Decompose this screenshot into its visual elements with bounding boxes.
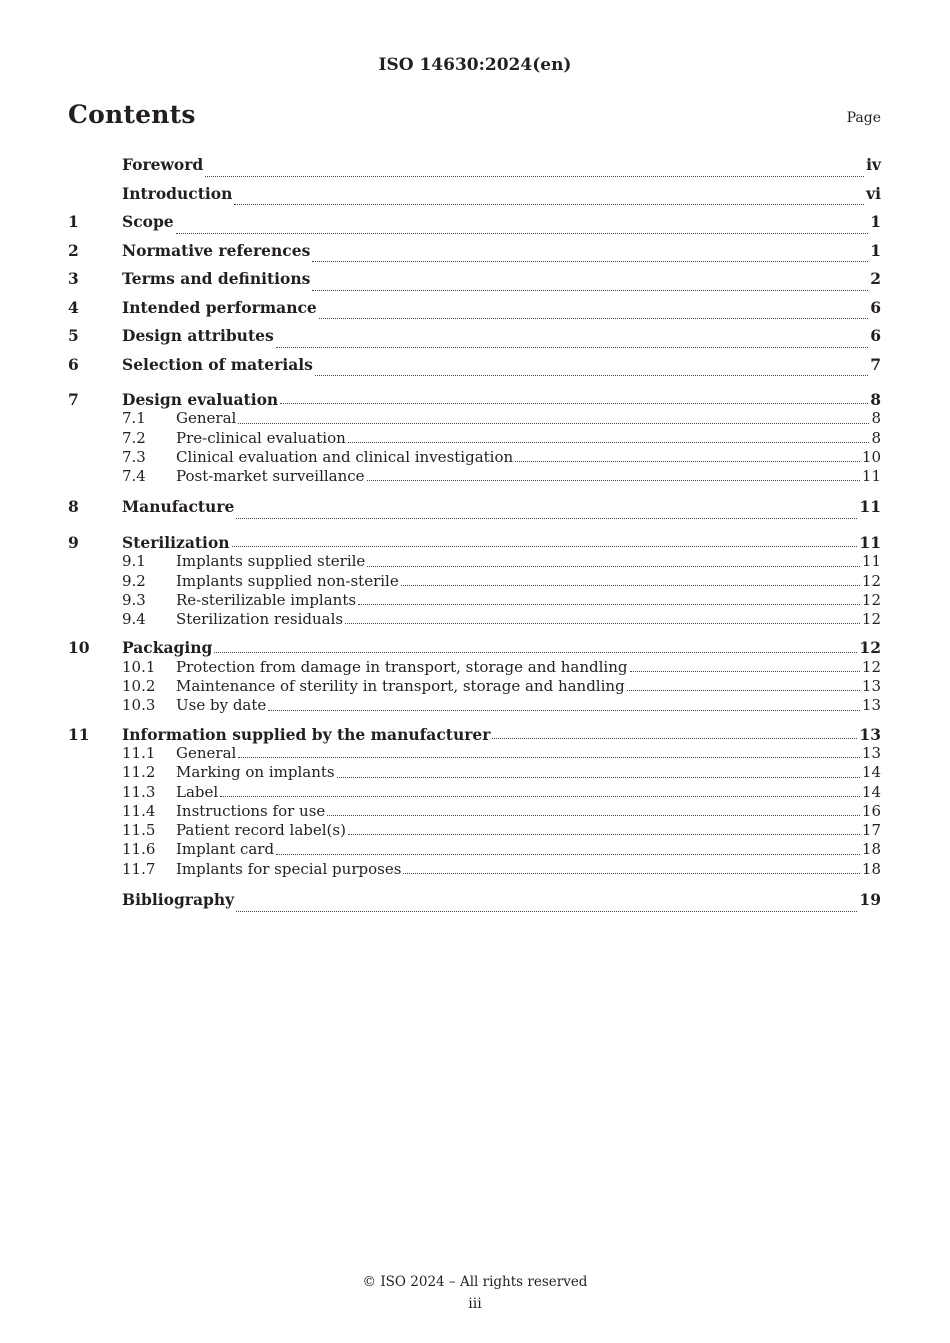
toc-entry-number: 10 — [68, 638, 90, 658]
toc-subentry-title[interactable]: Implants supplied sterile — [176, 552, 366, 571]
toc-subentry-page: 8 — [871, 428, 881, 447]
toc-entry-page: 1 — [870, 240, 881, 260]
toc-subentry-page: 13 — [861, 677, 881, 696]
toc-entry-page: 2 — [870, 269, 881, 288]
toc-subentry-number: 11.6 — [122, 840, 156, 859]
toc-entry-title[interactable]: Bibliography — [122, 890, 235, 910]
dot-leader — [276, 853, 860, 855]
toc-entry-number: 1 — [68, 212, 79, 231]
dot-leader — [236, 517, 857, 519]
toc-subentry-number: 11.3 — [122, 782, 156, 801]
dot-leader — [236, 910, 857, 912]
toc-subentry-number: 7.2 — [122, 428, 146, 447]
toc-entry-number: 9 — [68, 532, 79, 552]
toc-entry-page: 13 — [859, 724, 881, 744]
toc-subentry[interactable] — [68, 448, 881, 467]
toc-entry-number: 11 — [68, 724, 90, 744]
toc-entry-title[interactable]: Intended performance — [122, 297, 317, 317]
toc-subentry-page: 11 — [861, 467, 881, 486]
toc-subentry-number: 9.1 — [122, 552, 146, 571]
dot-leader — [515, 460, 860, 462]
toc-entry-number: 2 — [68, 240, 79, 260]
toc-subentry-page: 13 — [861, 696, 881, 715]
toc-subentry-title[interactable]: Use by date — [176, 696, 267, 715]
dot-leader — [238, 422, 869, 424]
toc-subentry-page: 18 — [861, 859, 881, 878]
toc-entry-number: 4 — [68, 297, 79, 317]
toc-entry-page: 12 — [859, 638, 881, 658]
toc-subentry-title[interactable]: Implants supplied non-sterile — [176, 571, 399, 590]
toc-subentry-title[interactable]: Instructions for use — [176, 801, 326, 820]
dot-leader — [234, 203, 864, 205]
toc-entry[interactable] — [68, 888, 881, 917]
dot-leader — [232, 545, 858, 547]
toc-entry-title[interactable]: Foreword — [122, 155, 204, 174]
toc-subentry-page: 18 — [861, 840, 881, 859]
toc-subentry-title[interactable]: Post-market surveillance — [176, 467, 365, 486]
toc-entry-page: 19 — [859, 890, 881, 910]
toc-subentry-title[interactable]: General — [176, 409, 237, 428]
toc-subentry-page: 13 — [861, 743, 881, 762]
toc-subentry-title[interactable]: General — [176, 743, 237, 762]
toc-entry[interactable] — [68, 239, 881, 268]
toc-entry-page: 1 — [870, 212, 881, 231]
dot-leader — [348, 833, 860, 835]
toc-entry-title[interactable]: Design attributes — [122, 326, 274, 345]
toc-entry-title[interactable]: Manufacture — [122, 497, 235, 517]
toc-subentry-number: 9.3 — [122, 590, 146, 609]
toc-entry-page: 11 — [859, 497, 881, 517]
dot-leader — [176, 232, 869, 234]
toc-subentry-page: 12 — [861, 571, 881, 590]
dot-leader — [312, 289, 868, 291]
dot-leader — [238, 756, 860, 758]
toc-entry-number: 8 — [68, 497, 79, 517]
toc-subentry-title[interactable]: Clinical evaluation and clinical investigation — [176, 447, 514, 466]
dot-leader — [337, 776, 860, 778]
toc-subentry-number: 7.1 — [122, 409, 146, 428]
dot-leader — [492, 737, 857, 739]
toc-entry[interactable] — [68, 495, 881, 524]
toc-subentry-title[interactable]: Implant card — [176, 840, 275, 859]
toc-subentry[interactable] — [68, 696, 881, 715]
toc-entry[interactable] — [68, 153, 881, 182]
toc-subentry-page: 8 — [871, 409, 881, 428]
toc-entry-number: 5 — [68, 326, 79, 345]
dot-leader — [403, 872, 860, 874]
toc-entry-page: iv — [866, 155, 881, 174]
toc-subentry-number: 10.2 — [122, 677, 156, 696]
toc-subentry-title[interactable]: Label — [176, 782, 219, 801]
toc-entry-page: 8 — [870, 390, 881, 409]
toc-subentry[interactable] — [68, 552, 881, 571]
toc-subentry[interactable] — [68, 744, 881, 763]
toc-subentry-page: 12 — [861, 590, 881, 609]
dot-leader — [268, 709, 860, 711]
toc-entry-title[interactable]: Information supplied by the manufacturer — [122, 724, 491, 744]
toc-subentry-number: 7.4 — [122, 467, 146, 486]
toc-subentry[interactable] — [68, 658, 881, 677]
toc-subentry-number: 9.4 — [122, 610, 146, 629]
toc-subentry-number: 11.4 — [122, 801, 156, 820]
copyright-notice: © ISO 2024 – All rights reserved — [362, 1274, 588, 1290]
toc-subentry-title[interactable]: Sterilization residuals — [176, 610, 344, 629]
toc-subentry-page: 12 — [861, 610, 881, 629]
toc-entry[interactable] — [68, 296, 881, 325]
toc-entry-page: vi — [866, 183, 881, 203]
toc-subentry[interactable] — [68, 610, 881, 629]
page-column-label: Page — [846, 110, 881, 126]
toc-subentry[interactable] — [68, 572, 881, 591]
toc-entry[interactable] — [68, 725, 881, 744]
toc-entry[interactable] — [68, 210, 881, 239]
dot-leader — [327, 814, 860, 816]
toc-entry-page: 6 — [870, 297, 881, 317]
toc-subentry-page: 17 — [861, 821, 881, 840]
toc-subentry-number: 9.2 — [122, 571, 146, 590]
toc-subentry-title[interactable]: Marking on implants — [176, 763, 335, 782]
toc-subentry-page: 16 — [861, 801, 881, 820]
toc-subentry-title[interactable]: Pre-clinical evaluation — [176, 428, 346, 447]
toc-entry[interactable] — [68, 182, 881, 211]
dot-leader — [358, 603, 860, 605]
toc-subentry-title[interactable]: Patient record label(s) — [176, 821, 346, 840]
contents-title: Contents — [68, 100, 196, 129]
toc-subentry[interactable] — [68, 783, 881, 802]
dot-leader — [348, 441, 870, 443]
toc-subentry[interactable] — [68, 840, 881, 859]
toc-entry[interactable] — [68, 267, 881, 296]
toc-subentry-number: 11.2 — [122, 763, 156, 782]
toc-entry-title[interactable]: Terms and definitions — [122, 269, 311, 288]
dot-leader — [214, 651, 857, 653]
dot-leader — [627, 689, 860, 691]
dot-leader — [280, 402, 868, 404]
document-header: ISO 14630:2024(en) — [378, 55, 572, 75]
table-of-contents — [68, 153, 881, 917]
toc-subentry-number: 7.3 — [122, 447, 146, 466]
toc-subentry[interactable] — [68, 429, 881, 448]
toc-subentry-title[interactable]: Maintenance of sterility in transport, storage and handling — [176, 677, 625, 696]
toc-subentry[interactable] — [68, 802, 881, 821]
toc-subentry-page: 10 — [861, 447, 881, 466]
page-number: iii — [468, 1296, 482, 1312]
dot-leader — [401, 584, 860, 586]
toc-entry[interactable] — [68, 638, 881, 657]
toc-entry-page: 7 — [870, 354, 881, 374]
toc-entry-page: 6 — [870, 326, 881, 345]
toc-subentry[interactable] — [68, 860, 881, 879]
toc-entry-title[interactable]: Normative references — [122, 240, 311, 260]
toc-entry[interactable] — [68, 390, 881, 409]
toc-entry-number: 6 — [68, 354, 79, 374]
toc-entry-title[interactable]: Scope — [122, 212, 174, 231]
toc-subentry-page: 14 — [861, 782, 881, 801]
toc-entry[interactable] — [68, 353, 881, 382]
toc-subentry[interactable] — [68, 677, 881, 696]
dot-leader — [630, 670, 860, 672]
dot-leader — [345, 622, 860, 624]
dot-leader — [315, 374, 868, 376]
toc-subentry-title[interactable]: Re-sterilizable implants — [176, 590, 357, 609]
toc-subentry[interactable] — [68, 591, 881, 610]
toc-entry[interactable] — [68, 533, 881, 552]
dot-leader — [220, 795, 860, 797]
toc-subentry[interactable] — [68, 763, 881, 782]
dot-leader — [367, 565, 860, 567]
toc-subentry[interactable] — [68, 467, 881, 486]
toc-subentry-title[interactable]: Protection from damage in transport, storage and handling — [176, 657, 628, 676]
toc-subentry-page: 12 — [861, 657, 881, 676]
dot-leader — [319, 317, 868, 319]
toc-entry-title[interactable]: Packaging — [122, 638, 213, 658]
toc-entry-number: 3 — [68, 269, 79, 288]
dot-leader — [205, 175, 864, 177]
toc-entry-number: 7 — [68, 390, 79, 409]
toc-entry-title[interactable]: Design evaluation — [122, 390, 279, 409]
toc-subentry-number: 11.5 — [122, 821, 156, 840]
toc-entry[interactable] — [68, 324, 881, 353]
dot-leader — [312, 260, 868, 262]
toc-subentry-number: 11.1 — [122, 743, 156, 762]
toc-entry-title[interactable]: Selection of materials — [122, 354, 313, 374]
toc-entry-page: 11 — [859, 532, 881, 552]
toc-subentry-number: 11.7 — [122, 859, 156, 878]
toc-subentry-number: 10.1 — [122, 657, 156, 676]
dot-leader — [367, 479, 860, 481]
toc-subentry[interactable] — [68, 821, 881, 840]
dot-leader — [276, 346, 869, 348]
toc-subentry-title[interactable]: Implants for special purposes — [176, 859, 402, 878]
toc-subentry-page: 11 — [861, 552, 881, 571]
toc-entry-title[interactable]: Sterilization — [122, 532, 230, 552]
toc-subentry[interactable] — [68, 409, 881, 428]
toc-entry-title[interactable]: Introduction — [122, 183, 233, 203]
toc-subentry-number: 10.3 — [122, 696, 156, 715]
toc-subentry-page: 14 — [861, 763, 881, 782]
